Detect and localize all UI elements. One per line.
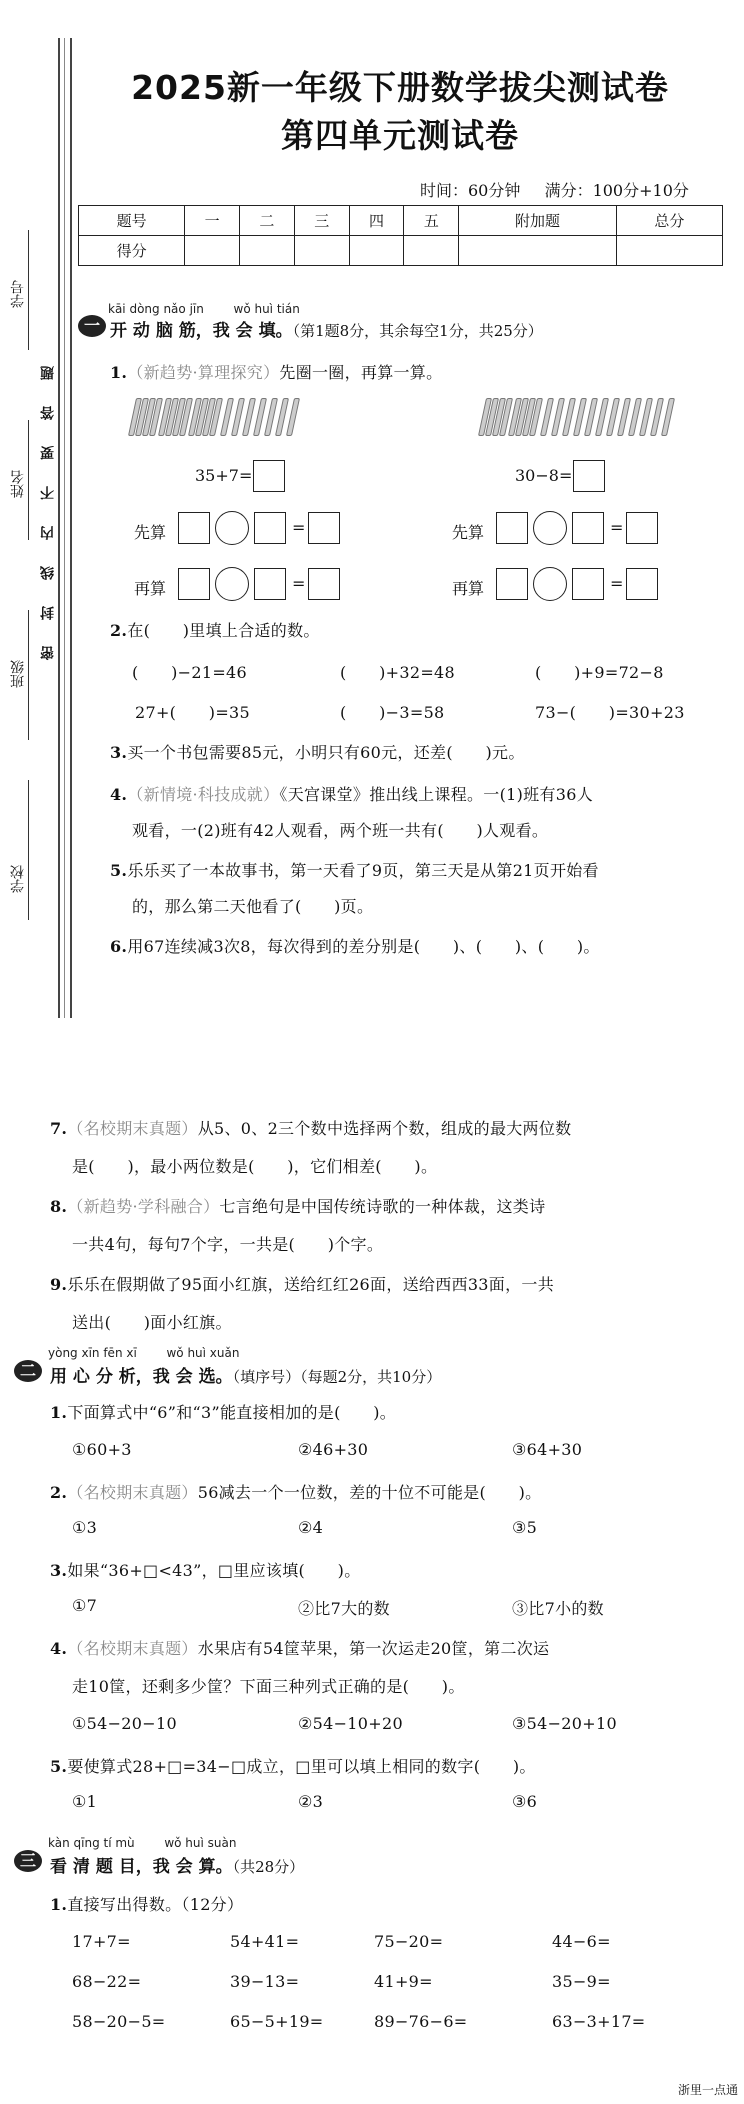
sticks-figure-left [132,398,312,440]
question-text: 下面算式中“6”和“3”能直接相加的是( )。 [67,1403,397,1422]
s2-question-3 [50,1558,361,1581]
choice-option[interactable]: ②4 [298,1518,324,1537]
class-line[interactable] [28,610,29,740]
stick [286,398,300,436]
oral-calc-item[interactable]: 68−22= [72,1972,142,1991]
oral-calc-item[interactable]: 89−76−6= [374,2012,468,2031]
choice-option[interactable]: ①7 [72,1596,98,1615]
oral-calc-item[interactable]: 17+7= [72,1932,131,1951]
question-tag: （新情境·科技成就） [127,785,280,804]
question-number: 4. [110,785,128,804]
question-number: 8. [50,1197,68,1216]
answer-box[interactable] [254,568,286,600]
binding-border [58,38,72,1018]
section3-badge: 三 [14,1850,42,1872]
equation-right: 30−8= [515,466,573,485]
question-9 [50,1272,554,1295]
score-blank[interactable] [239,236,294,266]
student-name-label: 姓名 [10,470,26,498]
equals-sign: = [292,518,306,537]
question-text: 从5、0、2三个数中选择两个数，组成的最大两位数 [197,1119,572,1138]
oral-calc-item[interactable]: 65−5+19= [230,2012,324,2031]
answer-box[interactable] [254,512,286,544]
watermark-text: 浙里一点通 [677,2083,738,2097]
answer-box[interactable] [253,460,285,492]
operator-circle[interactable] [215,567,249,601]
question-number: 2. [50,1483,68,1502]
question-tag: （新趋势·学科融合） [67,1197,220,1216]
page-title: 2025新一年级下册数学拔尖测试卷 [131,68,669,107]
score-cell: 附加题 [459,206,617,236]
answer-box[interactable] [178,512,210,544]
operator-circle[interactable] [215,511,249,545]
score-cell: 题号 [79,206,185,236]
question-number: 1. [50,1403,68,1422]
stick [661,398,675,436]
oral-calc-item[interactable]: 41+9= [374,1972,433,1991]
question-2 [110,618,320,641]
question-7 [50,1116,571,1139]
question-text: 用67连续减3次8，每次得到的差分别是( )、( )、( )。 [127,937,600,956]
s3-question-1 [50,1892,243,1915]
question-text: 乐乐买了一本故事书，第一天看了9页，第三天是从第21页开始看 [127,861,599,880]
loose-sticks [224,398,296,436]
choice-option[interactable]: ③64+30 [512,1440,583,1459]
q2-item[interactable]: ( )+9=72−8 [535,663,664,682]
score-blank[interactable] [294,236,349,266]
pinyin-part: wǒ huì tián [233,302,300,316]
answer-box[interactable] [178,568,210,600]
question-text: 如果“36+□<43”，□里应该填( )。 [67,1561,361,1580]
stick-bundle [512,398,539,436]
loose-sticks [544,398,671,436]
question-9-line2: 送出( )面小红旗。 [72,1313,232,1332]
answer-box[interactable] [496,568,528,600]
question-text: 乐乐在假期做了95面小红旗，送给红红26面，送给西西33面，一共 [67,1275,554,1294]
q2-item[interactable]: ( )−21=46 [132,663,248,682]
s2-question-1 [50,1400,396,1423]
pinyin-part: wǒ huì suàn [164,1836,237,1850]
score-cell: 二 [239,206,294,236]
sticks-figure-right [482,398,682,440]
score-blank[interactable] [349,236,404,266]
section2-badge: 二 [14,1360,42,1382]
pinyin-part: wǒ huì xuǎn [166,1346,240,1360]
exam-time: 时间：60分钟 [420,181,521,200]
question-tag: （新趋势·算理探究） [127,363,280,382]
choice-option[interactable]: ①60+3 [72,1440,132,1459]
question-number: 1. [50,1895,68,1914]
answer-box[interactable] [308,568,340,600]
question-number: 1. [110,363,128,382]
oral-calc-item[interactable]: 44−6= [552,1932,611,1951]
question-3 [110,740,525,763]
score-blank[interactable] [404,236,459,266]
choice-option[interactable]: ②3 [298,1792,324,1811]
seal-line-text: 密 封 线 内 不 要 答 题 [40,360,56,660]
section-title: 开 动 脑 筋，我 会 填。 [110,321,293,341]
first-calc-label: 先算 [452,523,485,542]
oral-calc-item[interactable]: 39−13= [230,1972,300,1991]
binding-inner-line [64,38,65,1018]
score-table [78,205,723,266]
choice-option[interactable]: ②比7大的数 [298,1599,390,1618]
question-6 [110,934,600,957]
exam-full-score: 满分：100分+10分 [544,181,689,200]
equals-sign: = [610,518,624,537]
choice-option[interactable]: ③比7小的数 [512,1599,604,1618]
operator-circle[interactable] [533,567,567,601]
stick-bundle [192,398,219,436]
score-blank[interactable] [616,236,722,266]
pinyin-part: kàn qīng tí mù [48,1836,135,1850]
score-blank[interactable] [459,236,617,266]
score-table-header-row [79,206,723,236]
page-subtitle: 第四单元测试卷 [281,116,519,155]
student-id-label: 学号 [10,280,26,308]
question-text: 直接写出得数。（12分） [67,1895,244,1914]
question-text: 买一个书包需要85元，小明只有60元，还差( )元。 [127,743,525,762]
section-title: 用 心 分 析，我 会 选。 [50,1367,233,1387]
stick-bundle [482,398,509,436]
oral-calc-item[interactable]: 54+41= [230,1932,300,1951]
choice-option[interactable]: ①54−20−10 [72,1714,177,1733]
section-score-info: （第1题8分，其余每空1分，共25分） [292,322,543,340]
answer-box[interactable] [626,568,658,600]
answer-box[interactable] [308,512,340,544]
question-number: 9. [50,1275,68,1294]
question-4-line2: 观看，一(2)班有42人观看，两个班一共有( )人观看。 [132,821,549,840]
section1-heading [110,316,543,341]
question-number: 7. [50,1119,68,1138]
equation-left: 35+7= [195,466,253,485]
answer-box[interactable] [626,512,658,544]
equals-sign: = [610,574,624,593]
question-text: 56减去一个一位数，差的十位不可能是( )。 [197,1483,542,1502]
choice-option[interactable]: ②46+30 [298,1440,369,1459]
question-text: 水果店有54筐苹果，第一次运走20筐，第二次运 [197,1639,550,1658]
score-blank[interactable] [185,236,240,266]
question-text: 在( )里填上合适的数。 [127,621,320,640]
question-tag: （名校期末真题） [67,1483,198,1502]
question-7-line2: 是( )，最小两位数是( )，它们相差( )。 [72,1157,438,1176]
class-label: 班级 [10,660,26,688]
oral-calc-item[interactable]: 75−20= [374,1932,444,1951]
question-tag: （名校期末真题） [67,1639,198,1658]
score-cell: 四 [349,206,404,236]
question-number: 4. [50,1639,68,1658]
question-number: 6. [110,937,128,956]
score-cell: 总分 [616,206,722,236]
question-8 [50,1194,545,1217]
section2-pinyin [48,1346,239,1360]
stick-bundle [132,398,159,436]
exam-meta [420,178,689,201]
question-text: 《天宫课堂》推出线上课程。一(1)班有36人 [279,785,594,804]
question-text: 先圈一圈，再算一算。 [279,363,443,382]
question-8-line2: 一共4句，每句7个字，一共是( )个字。 [72,1235,384,1254]
q2-item[interactable]: ( )+32=48 [340,663,456,682]
stick-bundle [162,398,189,436]
operator-circle[interactable] [533,511,567,545]
first-calc-label: 先算 [134,523,167,542]
section2-heading [50,1362,441,1387]
section1-badge: 一 [78,315,106,337]
q2-item[interactable]: ( )−3=58 [340,703,445,722]
section3-pinyin [48,1836,236,1850]
question-number: 3. [110,743,128,762]
school-label: 学校 [10,865,26,893]
question-1 [110,360,442,383]
second-calc-label: 再算 [134,579,167,598]
question-4 [110,782,593,805]
score-row-label: 得分 [79,236,185,266]
section-score-info: （共28分） [232,1858,305,1876]
s2-question-5 [50,1754,536,1777]
oral-calc-item[interactable]: 35−9= [552,1972,611,1991]
q2-item[interactable]: 27+( )=35 [135,703,251,722]
question-5-line2: 的，那么第二天他看了( )页。 [132,897,374,916]
answer-box[interactable] [573,460,605,492]
choice-option[interactable]: ①1 [72,1792,98,1811]
choice-option[interactable]: ③54−20+10 [512,1714,617,1733]
score-cell: 五 [404,206,459,236]
answer-box[interactable] [572,512,604,544]
s2-question-2 [50,1480,541,1503]
choice-option[interactable]: ③5 [512,1518,538,1537]
score-cell: 三 [294,206,349,236]
student-name-line[interactable] [28,420,29,540]
q2-item[interactable]: 73−( )=30+23 [535,703,685,722]
answer-box[interactable] [572,568,604,600]
section3-heading [50,1852,304,1877]
question-text: 七言绝句是中国传统诗歌的一种体裁，这类诗 [219,1197,546,1216]
question-number: 5. [110,861,128,880]
student-id-line[interactable] [28,230,29,350]
s2-question-4 [50,1636,549,1659]
pinyin-part: kāi dòng nǎo jīn [108,302,204,316]
section1-pinyin [108,302,300,316]
question-tag: （名校期末真题） [67,1119,198,1138]
question-5 [110,858,599,881]
answer-box[interactable] [496,512,528,544]
oral-calc-item[interactable]: 63−3+17= [552,2012,646,2031]
choice-option[interactable]: ③6 [512,1792,538,1811]
oral-calc-item[interactable]: 58−20−5= [72,2012,166,2031]
equals-sign: = [292,574,306,593]
pinyin-part: yòng xīn fēn xī [48,1346,137,1360]
school-line[interactable] [28,780,29,920]
score-table-score-row [79,236,723,266]
section-title: 看 清 题 目，我 会 算。 [50,1857,233,1877]
s2-question-4-line2: 走10筐，还剩多少筐？下面三种列式正确的是( )。 [72,1677,465,1696]
section-score-info: （填序号）（每题2分，共10分） [232,1368,442,1386]
choice-option[interactable]: ①3 [72,1518,98,1537]
score-cell: 一 [185,206,240,236]
question-number: 2. [110,621,128,640]
second-calc-label: 再算 [452,579,485,598]
question-number: 3. [50,1561,68,1580]
choice-option[interactable]: ②54−10+20 [298,1714,403,1733]
question-text: 要使算式28+□=34−□成立，□里可以填上相同的数字( )。 [67,1757,536,1776]
question-number: 5. [50,1757,68,1776]
